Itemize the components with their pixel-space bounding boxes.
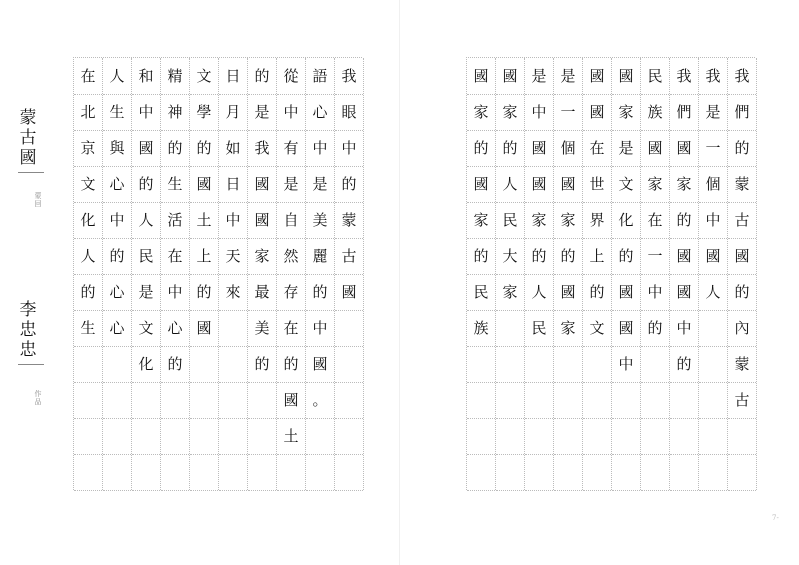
left-page-column xyxy=(219,58,248,490)
right-page-cell: 家 xyxy=(467,202,495,239)
left-page-cell xyxy=(219,310,247,347)
right-page-cell: 的 xyxy=(728,130,756,167)
right-page-cell: 們 xyxy=(670,94,698,131)
right-page-cell: 在 xyxy=(641,202,669,239)
left-page-cell: 國 xyxy=(190,166,218,203)
right-page-cell: 國 xyxy=(612,58,640,95)
right-page-cell: 我 xyxy=(728,58,756,95)
left-page-cell: 是 xyxy=(248,94,276,131)
left-page-cell xyxy=(248,382,276,419)
right-page-cell: 是 xyxy=(699,94,727,131)
right-page-cell xyxy=(554,346,582,383)
right-page-cell: 中 xyxy=(699,202,727,239)
left-page-cell: 心 xyxy=(161,310,189,347)
left-page-cell xyxy=(335,310,363,347)
left-page-cell: 麗 xyxy=(306,238,334,275)
right-page-cell: 國 xyxy=(525,166,553,203)
left-page-cell xyxy=(132,454,160,491)
right-page-cell: 個 xyxy=(699,166,727,203)
right-page-cell: 國 xyxy=(583,94,611,131)
corner-mark: 7- xyxy=(772,514,779,522)
left-page-cell: 北 xyxy=(74,94,102,131)
left-page-cell: 國 xyxy=(306,346,334,383)
right-page-cell: 文 xyxy=(612,166,640,203)
right-page-cell xyxy=(728,454,756,491)
right-page-cell xyxy=(496,418,524,455)
left-page-cell: 來 xyxy=(219,274,247,311)
right-page-cell: 家 xyxy=(525,202,553,239)
left-page-cell xyxy=(190,454,218,491)
left-page-cell xyxy=(219,382,247,419)
left-page-cell: 我 xyxy=(248,130,276,167)
right-page-cell xyxy=(583,346,611,383)
right-page-cell: 國 xyxy=(554,166,582,203)
right-page-cell xyxy=(728,418,756,455)
document-title xyxy=(18,108,38,168)
left-page-cell: 然 xyxy=(277,238,305,275)
page-fold xyxy=(399,0,400,565)
right-page-cell: 國 xyxy=(554,274,582,311)
right-page-cell: 上 xyxy=(583,238,611,275)
left-page-column xyxy=(161,58,190,490)
left-page-cell: 的 xyxy=(103,238,131,275)
right-page-cell: 國 xyxy=(467,58,495,95)
left-page-cell: 我 xyxy=(335,58,363,95)
right-page-cell: 國 xyxy=(467,166,495,203)
left-page-cell xyxy=(132,382,160,419)
left-page-cell: 土 xyxy=(277,418,305,455)
left-page-cell xyxy=(306,418,334,455)
right-page-cell: 我 xyxy=(699,58,727,95)
left-page-cell: 家 xyxy=(248,238,276,275)
left-page-cell: 神 xyxy=(161,94,189,131)
left-page-cell: 人 xyxy=(103,58,131,95)
left-page-cell xyxy=(219,346,247,383)
right-page-cell: 的 xyxy=(670,202,698,239)
right-page-cell: 中 xyxy=(525,94,553,131)
right-page-cell: 是 xyxy=(554,58,582,95)
right-page-cell xyxy=(583,454,611,491)
left-page-cell: 精 xyxy=(161,58,189,95)
right-page-cell xyxy=(467,418,495,455)
right-page-column xyxy=(670,58,699,490)
left-page-cell xyxy=(219,454,247,491)
right-page-cell: 的 xyxy=(728,274,756,311)
left-page-column xyxy=(248,58,277,490)
right-page-cell: 文 xyxy=(583,310,611,347)
right-page-cell: 蒙 xyxy=(728,166,756,203)
left-page-cell: 國 xyxy=(132,130,160,167)
left-page-cell: 中 xyxy=(161,274,189,311)
left-page-cell xyxy=(219,418,247,455)
left-page-column xyxy=(132,58,161,490)
author-rule xyxy=(18,364,44,365)
right-page-column xyxy=(699,58,728,490)
left-page-cell: 與 xyxy=(103,130,131,167)
left-page-cell: 京 xyxy=(74,130,102,167)
right-page-cell: 中 xyxy=(641,274,669,311)
right-page-cell: 古 xyxy=(728,382,756,419)
left-page-cell: 人 xyxy=(74,238,102,275)
left-page-cell: 的 xyxy=(190,130,218,167)
right-page-cell xyxy=(554,418,582,455)
author-name-char: 忠 xyxy=(19,340,37,360)
left-page-cell: 和 xyxy=(132,58,160,95)
right-page-cell xyxy=(525,382,553,419)
left-page-grid xyxy=(73,57,362,490)
left-page-cell: 在 xyxy=(161,238,189,275)
author-name-char: 忠 xyxy=(19,320,37,340)
right-page-cell: 家 xyxy=(496,274,524,311)
right-page-cell: 一 xyxy=(699,130,727,167)
left-page-cell: 國 xyxy=(248,166,276,203)
right-page-cell: 一 xyxy=(641,238,669,275)
right-page-cell: 的 xyxy=(467,130,495,167)
left-page-cell: 心 xyxy=(103,166,131,203)
right-page-cell: 界 xyxy=(583,202,611,239)
left-page-cell: 在 xyxy=(277,310,305,347)
right-page-cell xyxy=(670,454,698,491)
left-page-cell: 從 xyxy=(277,58,305,95)
left-page-cell: 文 xyxy=(132,310,160,347)
right-page-cell xyxy=(467,346,495,383)
right-page-cell: 在 xyxy=(583,130,611,167)
left-page-cell: 的 xyxy=(277,346,305,383)
left-page-cell xyxy=(306,454,334,491)
right-page-cell xyxy=(525,454,553,491)
right-page-cell xyxy=(699,346,727,383)
left-page-cell xyxy=(190,418,218,455)
title-note: 蒙回 xyxy=(34,192,42,208)
left-page-cell: 中 xyxy=(306,130,334,167)
left-page-cell: 是 xyxy=(132,274,160,311)
right-page-cell: 中 xyxy=(670,310,698,347)
left-page-cell xyxy=(103,346,131,383)
left-page-cell: 的 xyxy=(248,58,276,95)
left-page-cell xyxy=(161,454,189,491)
right-page-cell xyxy=(467,382,495,419)
left-page-cell: 美 xyxy=(306,202,334,239)
right-page-cell xyxy=(612,454,640,491)
left-page-cell: 人 xyxy=(132,202,160,239)
right-page-cell: 家 xyxy=(554,202,582,239)
right-page-cell: 的 xyxy=(496,130,524,167)
left-page-cell: 日 xyxy=(219,58,247,95)
right-page-cell: 的 xyxy=(612,238,640,275)
left-page-cell xyxy=(74,346,102,383)
left-page-cell: 眼 xyxy=(335,94,363,131)
left-page-cell: 文 xyxy=(74,166,102,203)
right-page-cell: 國 xyxy=(583,58,611,95)
left-page-cell: 文 xyxy=(190,58,218,95)
left-page-cell: 中 xyxy=(132,94,160,131)
right-page-cell: 是 xyxy=(612,130,640,167)
document-title-char: 國 xyxy=(19,148,37,168)
right-page-cell: 古 xyxy=(728,202,756,239)
left-page-cell: 的 xyxy=(161,346,189,383)
author-block xyxy=(18,300,68,365)
left-page-cell: 心 xyxy=(306,94,334,131)
right-page-cell: 國 xyxy=(496,58,524,95)
left-page-cell: 的 xyxy=(161,130,189,167)
left-page-cell: 中 xyxy=(219,202,247,239)
left-page-cell: 化 xyxy=(132,346,160,383)
right-page-cell xyxy=(467,454,495,491)
right-page-cell xyxy=(641,346,669,383)
right-page-cell: 家 xyxy=(554,310,582,347)
right-page-grid xyxy=(466,57,755,490)
title-rule xyxy=(18,172,44,173)
left-page-cell: 國 xyxy=(277,382,305,419)
left-page-cell: 天 xyxy=(219,238,247,275)
left-page-column xyxy=(190,58,219,490)
right-page-cell xyxy=(612,418,640,455)
right-page-cell: 人 xyxy=(525,274,553,311)
left-page-cell: 語 xyxy=(306,58,334,95)
left-page-cell xyxy=(190,346,218,383)
left-page-cell: 最 xyxy=(248,274,276,311)
left-page-cell: 日 xyxy=(219,166,247,203)
right-page-cell: 國 xyxy=(699,238,727,275)
right-page-cell xyxy=(554,382,582,419)
right-page-column xyxy=(641,58,670,490)
right-page-cell: 是 xyxy=(525,58,553,95)
right-page-cell xyxy=(496,382,524,419)
right-page-column xyxy=(525,58,554,490)
left-page-cell xyxy=(132,418,160,455)
title-block xyxy=(18,108,68,173)
left-page-cell: 的 xyxy=(306,274,334,311)
author-name-char: 李 xyxy=(19,300,37,320)
left-page-cell: 土 xyxy=(190,202,218,239)
right-page-cell xyxy=(641,454,669,491)
right-page-cell: 我 xyxy=(670,58,698,95)
left-page-cell: 自 xyxy=(277,202,305,239)
right-page-cell xyxy=(583,382,611,419)
right-page-cell xyxy=(496,454,524,491)
right-page-cell: 人 xyxy=(699,274,727,311)
left-page-cell: 中 xyxy=(103,202,131,239)
right-page-cell xyxy=(583,418,611,455)
right-page-column xyxy=(554,58,583,490)
left-page-cell: 中 xyxy=(277,94,305,131)
right-page-column xyxy=(467,58,496,490)
left-page-cell: 國 xyxy=(248,202,276,239)
right-page-cell: 的 xyxy=(583,274,611,311)
left-page-cell xyxy=(103,382,131,419)
left-page-cell: 的 xyxy=(132,166,160,203)
left-page-cell: 中 xyxy=(335,130,363,167)
left-page-cell xyxy=(161,382,189,419)
right-page-cell xyxy=(554,454,582,491)
right-page-cell: 大 xyxy=(496,238,524,275)
right-page-cell: 國 xyxy=(728,238,756,275)
left-page-cell: 生 xyxy=(74,310,102,347)
right-page-cell: 民 xyxy=(525,310,553,347)
left-page-cell: 的 xyxy=(190,274,218,311)
left-page-column xyxy=(306,58,335,490)
right-page-cell xyxy=(641,382,669,419)
left-page-column xyxy=(277,58,306,490)
right-page-cell: 的 xyxy=(467,238,495,275)
right-page-cell: 國 xyxy=(612,274,640,311)
left-page-cell: 上 xyxy=(190,238,218,275)
left-page-column xyxy=(74,58,103,490)
left-page-cell: 生 xyxy=(161,166,189,203)
right-page-cell: 民 xyxy=(641,58,669,95)
left-page-column xyxy=(103,58,132,490)
left-page-cell: 存 xyxy=(277,274,305,311)
left-page-cell xyxy=(103,454,131,491)
left-page-cell: 蒙 xyxy=(335,202,363,239)
right-page-cell: 的 xyxy=(670,346,698,383)
right-page-cell: 內 xyxy=(728,310,756,347)
right-page-cell: 的 xyxy=(525,238,553,275)
left-page-cell xyxy=(335,454,363,491)
right-page-cell xyxy=(670,418,698,455)
right-page-cell: 蒙 xyxy=(728,346,756,383)
left-page-cell: 的 xyxy=(335,166,363,203)
left-page-cell: 。 xyxy=(306,382,334,419)
right-page-cell xyxy=(699,310,727,347)
left-page-cell: 是 xyxy=(306,166,334,203)
right-page-column xyxy=(612,58,641,490)
right-page-cell: 中 xyxy=(612,346,640,383)
left-page-cell: 心 xyxy=(103,274,131,311)
right-page-cell: 一 xyxy=(554,94,582,131)
left-page-cell xyxy=(335,382,363,419)
author-note: 作品 xyxy=(34,390,42,406)
left-page-cell: 古 xyxy=(335,238,363,275)
left-page-cell: 有 xyxy=(277,130,305,167)
left-page-cell xyxy=(248,418,276,455)
right-page-cell: 國 xyxy=(525,130,553,167)
right-page-cell xyxy=(641,418,669,455)
right-page-cell: 家 xyxy=(496,94,524,131)
left-page-cell xyxy=(335,346,363,383)
left-page-cell: 是 xyxy=(277,166,305,203)
right-page-cell: 國 xyxy=(641,130,669,167)
right-page-cell: 國 xyxy=(670,130,698,167)
right-page-cell: 國 xyxy=(670,238,698,275)
right-page-cell xyxy=(612,382,640,419)
left-page-cell: 如 xyxy=(219,130,247,167)
left-page-cell xyxy=(103,418,131,455)
right-page-cell xyxy=(699,454,727,491)
left-page-cell xyxy=(248,454,276,491)
left-page-cell: 國 xyxy=(335,274,363,311)
left-page-cell xyxy=(190,382,218,419)
left-page-cell xyxy=(74,454,102,491)
right-page-cell xyxy=(525,418,553,455)
right-page-cell: 民 xyxy=(467,274,495,311)
right-page-cell: 們 xyxy=(728,94,756,131)
right-page-cell: 民 xyxy=(496,202,524,239)
document-title-char: 蒙 xyxy=(19,108,37,128)
left-page-cell: 月 xyxy=(219,94,247,131)
right-page-cell: 家 xyxy=(612,94,640,131)
left-page-cell: 心 xyxy=(103,310,131,347)
right-page-cell xyxy=(496,346,524,383)
right-page-cell: 的 xyxy=(641,310,669,347)
left-page-cell: 民 xyxy=(132,238,160,275)
right-page-cell: 化 xyxy=(612,202,640,239)
left-page-column xyxy=(335,58,364,490)
left-page-cell: 中 xyxy=(306,310,334,347)
left-page-cell xyxy=(74,382,102,419)
right-page-cell: 人 xyxy=(496,166,524,203)
right-page-cell: 家 xyxy=(641,166,669,203)
right-page-cell xyxy=(699,418,727,455)
left-page-cell: 學 xyxy=(190,94,218,131)
left-page-cell xyxy=(277,454,305,491)
document-title-char: 古 xyxy=(19,128,37,148)
right-page-cell: 國 xyxy=(670,274,698,311)
right-page-cell xyxy=(496,310,524,347)
right-page-column xyxy=(728,58,757,490)
right-page-cell: 家 xyxy=(467,94,495,131)
left-page-cell xyxy=(335,418,363,455)
right-page-cell: 族 xyxy=(641,94,669,131)
right-page-cell: 族 xyxy=(467,310,495,347)
right-page-column xyxy=(496,58,525,490)
left-page-cell: 美 xyxy=(248,310,276,347)
left-page-cell xyxy=(161,418,189,455)
left-page-cell: 生 xyxy=(103,94,131,131)
right-page-cell: 世 xyxy=(583,166,611,203)
right-page-column xyxy=(583,58,612,490)
left-page-cell xyxy=(74,418,102,455)
right-page-cell: 家 xyxy=(670,166,698,203)
left-page-cell: 國 xyxy=(190,310,218,347)
left-page-cell: 的 xyxy=(248,346,276,383)
right-page-cell xyxy=(525,346,553,383)
left-page-cell: 化 xyxy=(74,202,102,239)
right-page-cell: 的 xyxy=(554,238,582,275)
right-page-cell: 國 xyxy=(612,310,640,347)
right-page-cell: 個 xyxy=(554,130,582,167)
left-page-cell: 的 xyxy=(74,274,102,311)
right-page-cell xyxy=(670,382,698,419)
author-name xyxy=(18,300,38,360)
left-page-cell: 在 xyxy=(74,58,102,95)
right-page-cell xyxy=(699,382,727,419)
left-page-cell: 活 xyxy=(161,202,189,239)
